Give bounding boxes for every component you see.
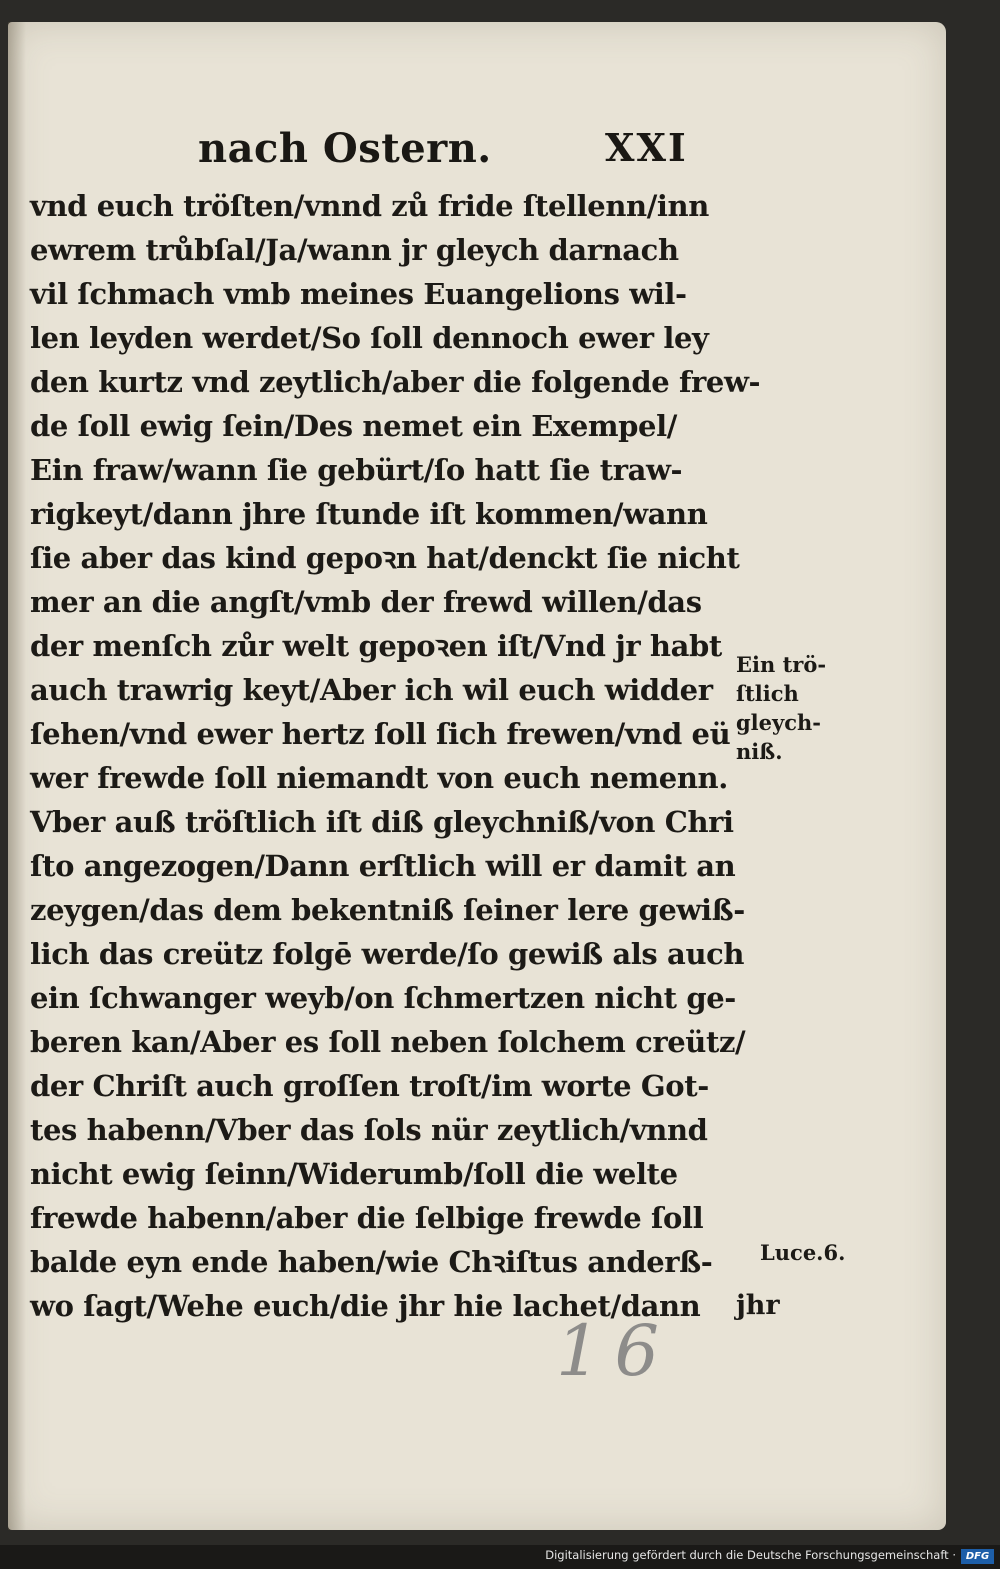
text-line: auch trawrig keyt/Aber ich wil euch widder: [30, 673, 713, 707]
text-line: ewrem trůbſal/Ja/wann jr gleych darnach: [30, 233, 679, 267]
text-line: wo ſagt/Wehe euch/die jhr hie lachet/dann: [30, 1289, 701, 1323]
margin-note-line: Ein trö-: [736, 652, 827, 677]
catchword: jhr: [736, 1290, 780, 1321]
text-line: mer an die angſt/vmb der frewd willen/das: [30, 585, 702, 619]
text-line: tes habenn/Vber das ſols nür zeytlich/vnnd: [30, 1113, 708, 1147]
handwritten-mark: 16: [556, 1310, 674, 1392]
text-line: vil ſchmach vmb meines Euangelions wil-: [30, 277, 687, 311]
folio-number: XXI: [605, 125, 688, 170]
text-line: ſto angezogen/Dann erſtlich will er damit an: [30, 849, 736, 883]
text-line: ſie aber das kind gepoꝛn hat/denckt ſie nicht: [30, 541, 740, 575]
footer-credit: Digitalisierung gefördert durch die Deutsche Forschungsgemeinschaft ·: [545, 1548, 956, 1562]
text-line: len leyden werdet/So ſoll dennoch ewer ley: [30, 321, 709, 355]
text-line: ein ſchwanger weyb/on ſchmertzen nicht ge-: [30, 981, 736, 1015]
text-line: den kurtz vnd zeytlich/aber die folgende frew-: [30, 365, 761, 399]
text-line: rigkeyt/dann jhre ſtunde iſt kommen/wann: [30, 497, 708, 531]
text-line: Vber auß tröſtlich iſt diß gleychniß/von Chri: [30, 805, 734, 839]
footer-bar: [0, 1545, 1000, 1569]
dfg-logo: DFG: [961, 1549, 994, 1564]
text-line: balde eyn ende haben/wie Chꝛiſtus anderß-: [30, 1245, 713, 1279]
margin-note-line: ſtlich: [736, 681, 799, 706]
text-line: lich das creütz folgē werde/ſo gewiß als auch: [30, 937, 745, 971]
text-line: Ein fraw/wann ſie gebürt/ſo hatt ſie traw-: [30, 453, 683, 487]
text-line: vnd euch tröſten/vnnd zů fride ſtellenn/inn: [30, 189, 709, 223]
margin-note-line: niß.: [736, 739, 783, 764]
text-line: de ſoll ewig ſein/Des nemet ein Exempel/: [30, 409, 677, 443]
text-line: ſehen/vnd ewer hertz ſoll ſich frewen/vnd eü: [30, 717, 731, 751]
text-line: beren kan/Aber es ſoll neben ſolchem creütz/: [30, 1025, 746, 1059]
text-line: der Chriſt auch groſſen troſt/im worte Got-: [30, 1069, 709, 1103]
running-head: nach Ostern.: [198, 125, 492, 172]
text-line: der menſch zůr welt gepoꝛen iſt/Vnd jr habt: [30, 629, 722, 663]
text-line: zeygen/das dem bekentniß ſeiner lere gewiß-: [30, 893, 745, 927]
margin-note-reference: Luce.6.: [760, 1240, 846, 1265]
margin-note: [736, 650, 826, 766]
margin-note-line: gleych-: [736, 710, 821, 735]
text-line: wer frewde ſoll niemandt von euch nemenn.: [30, 761, 728, 795]
text-line: nicht ewig ſeinn/Widerumb/ſoll die welte: [30, 1157, 678, 1191]
text-line: frewde habenn/aber die ſelbige frewde ſoll: [30, 1201, 704, 1235]
